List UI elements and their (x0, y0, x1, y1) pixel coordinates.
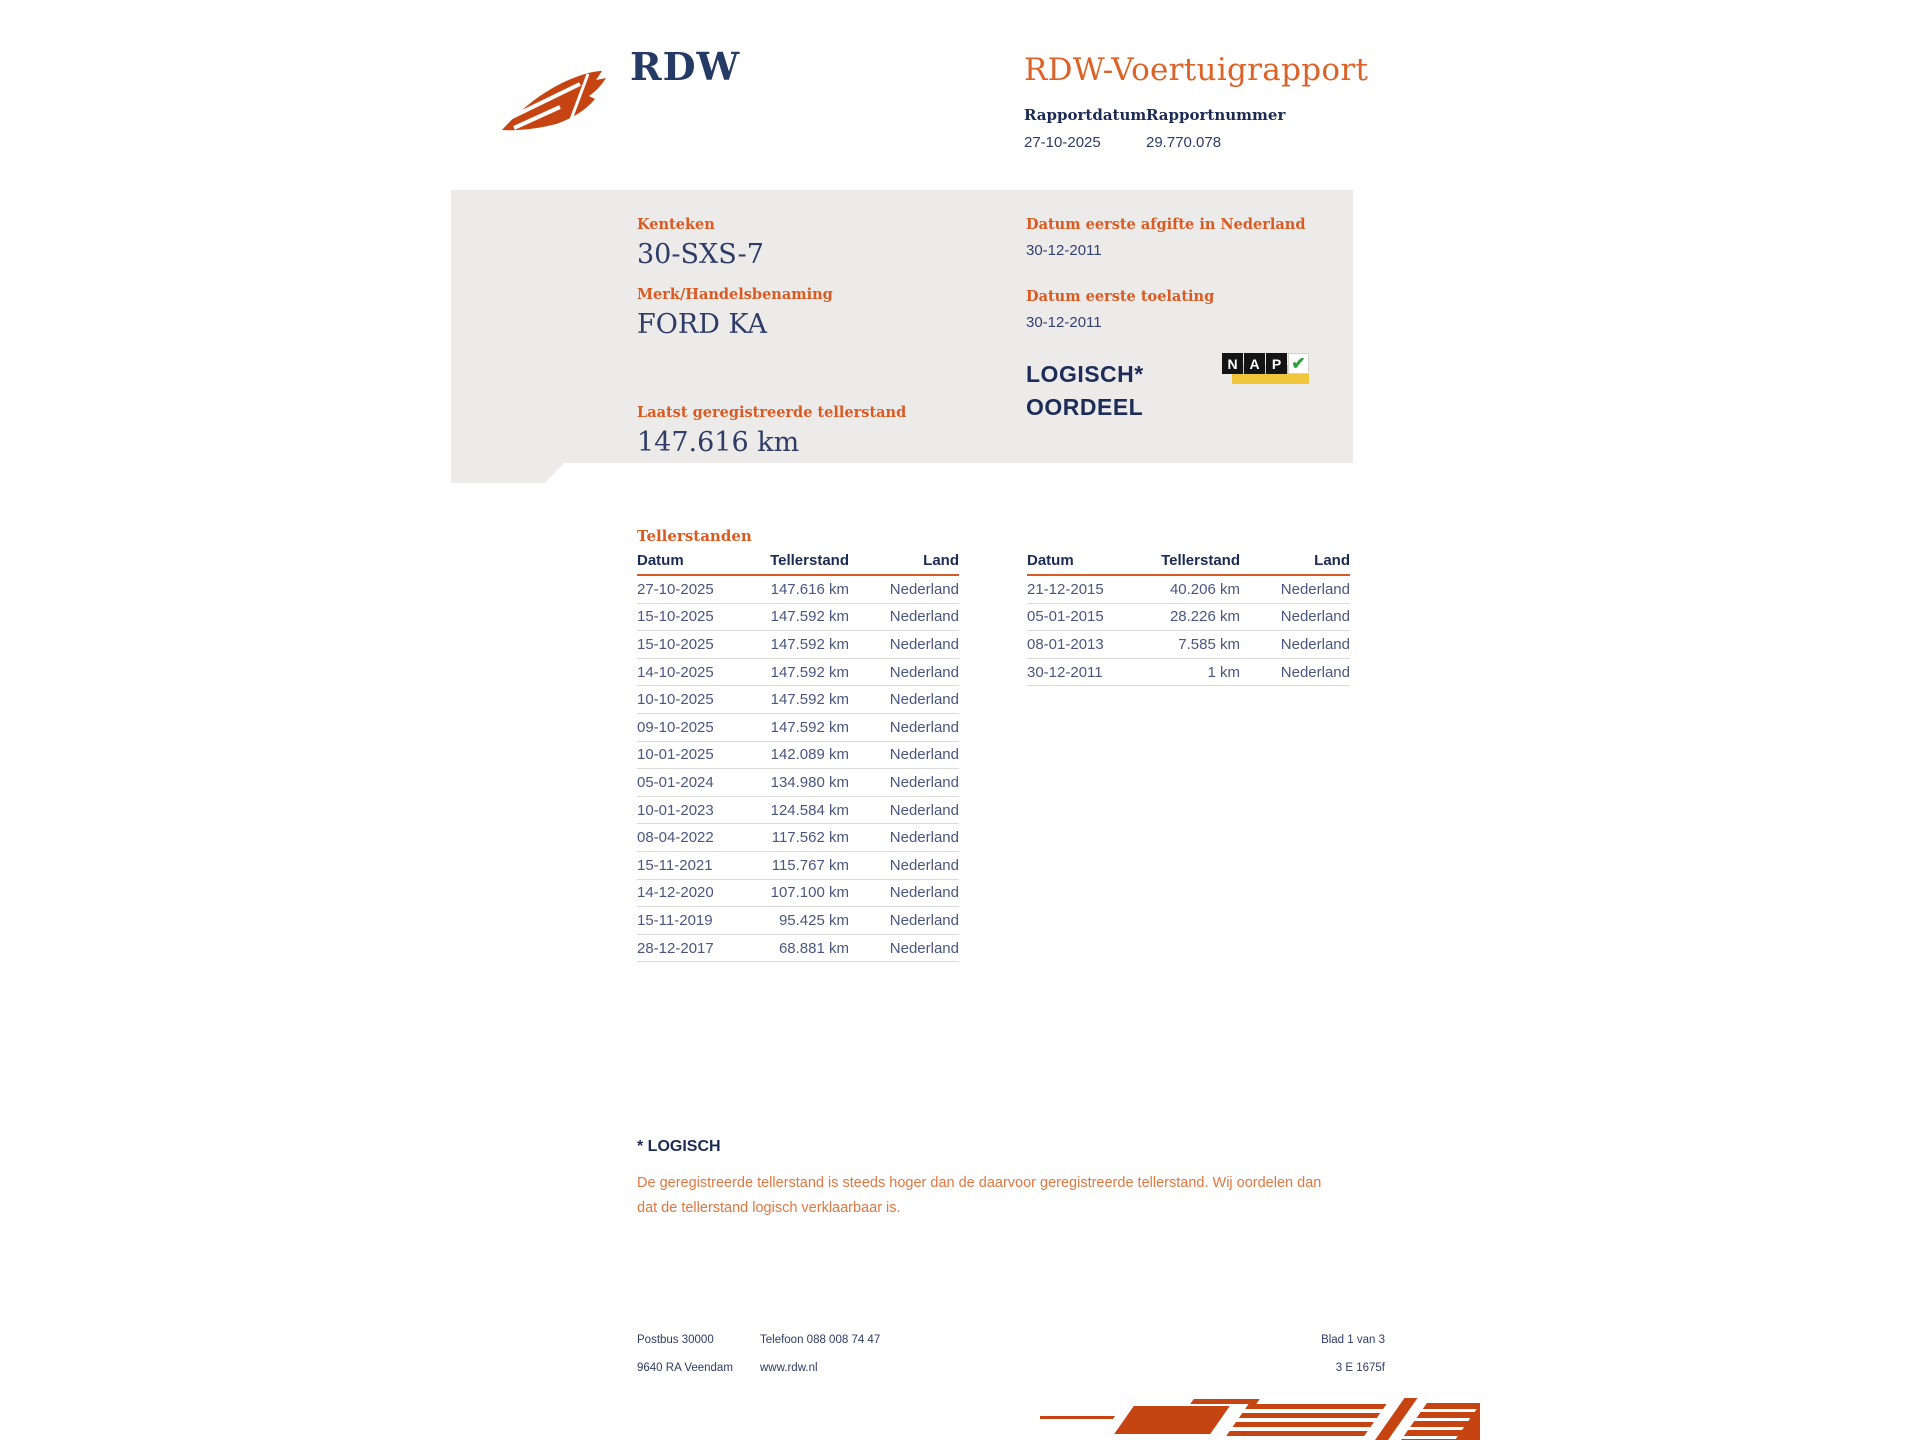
cell-datum: 21-12-2015 (1027, 580, 1104, 598)
logisch-footnote (637, 1138, 1417, 1221)
cell-tellerstand: 40.206 km (1169, 580, 1240, 598)
cell-tellerstand: 147.592 km (770, 718, 849, 736)
cell-tellerstand: 147.592 km (770, 608, 849, 626)
footer-contact (760, 1326, 880, 1382)
cell-land: Nederland (889, 773, 959, 791)
nap-letter-n: N (1222, 353, 1243, 374)
speedmark-stripes-icon (1223, 1404, 1386, 1440)
table-header (1027, 552, 1350, 576)
report-date-field (1024, 106, 1146, 151)
cell-datum: 10-01-2025 (637, 746, 714, 764)
cell-datum: 15-10-2025 (637, 608, 714, 626)
column-header-tellerstand: Tellerstand (1161, 552, 1240, 569)
tellerstanden-table-right (1027, 552, 1350, 686)
cell-land: Nederland (889, 829, 959, 847)
column-header-datum: Datum (637, 552, 684, 569)
eerste-afgifte-field (1026, 216, 1305, 259)
table-row (1027, 631, 1350, 659)
eerste-toelating-value: 30-12-2011 (1026, 314, 1102, 331)
logisch-oordeel-line1: LOGISCH* (1026, 361, 1144, 387)
table-row (1027, 659, 1350, 687)
table-row (637, 935, 959, 963)
rdw-speedmark-graphic (1040, 1398, 1480, 1440)
cell-land: Nederland (889, 663, 959, 681)
cell-land: Nederland (889, 856, 959, 874)
cell-datum: 14-10-2025 (637, 663, 714, 681)
merk-value: FORD KA (637, 309, 768, 340)
cell-land: Nederland (889, 884, 959, 902)
logisch-oordeel-line2: OORDEEL (1026, 394, 1144, 420)
cell-tellerstand: 147.592 km (770, 691, 849, 709)
laatste-tellerstand-field (637, 404, 906, 458)
table-row (637, 659, 959, 687)
report-number-field (1146, 106, 1285, 151)
footer-phone: Telefoon 088 008 74 47 (760, 1334, 881, 1346)
cell-tellerstand: 107.100 km (770, 884, 849, 902)
column-header-land: Land (923, 552, 959, 569)
tellerstanden-heading: Tellerstanden (637, 527, 752, 545)
cell-datum: 15-11-2021 (637, 856, 713, 874)
cell-tellerstand: 117.562 km (771, 829, 849, 847)
cell-tellerstand: 28.226 km (1169, 608, 1240, 626)
footnote-line1: De geregistreerde tellerstand is steeds hoger dan de daarvoor geregistreerde tellerstand. Wij oordelen dan (637, 1175, 1322, 1191)
cell-datum: 15-10-2025 (637, 635, 714, 653)
cell-land: Nederland (889, 608, 959, 626)
cell-tellerstand: 142.089 km (770, 746, 849, 764)
vehicle-summary-panel (451, 190, 1353, 463)
footnote-text (637, 1171, 1417, 1221)
kenteken-field (637, 216, 764, 270)
cell-land: Nederland (1280, 608, 1350, 626)
report-date-value: 27-10-2025 (1024, 134, 1101, 151)
cell-datum: 05-01-2015 (1027, 608, 1104, 626)
cell-land: Nederland (889, 691, 959, 709)
cell-land: Nederland (889, 580, 959, 598)
kenteken-value: 30-SXS-7 (637, 239, 764, 270)
cell-datum: 08-04-2022 (637, 829, 714, 847)
table-row (637, 686, 959, 714)
report-number-label: Rapportnummer (1146, 106, 1286, 124)
table-row (637, 576, 959, 604)
cell-datum: 10-01-2023 (637, 801, 714, 819)
tellerstanden-table-left (637, 552, 959, 962)
nap-letter-p: P (1266, 353, 1287, 374)
table-row (637, 852, 959, 880)
laatste-tellerstand-label: Laatst geregistreerde tellerstand (637, 404, 907, 421)
eerste-toelating-label: Datum eerste toelating (1026, 288, 1215, 305)
footer-page-number: Blad 1 van 3 (1321, 1334, 1385, 1346)
cell-land: Nederland (889, 635, 959, 653)
report-date-label: Rapportdatum (1024, 106, 1147, 124)
cell-tellerstand: 147.592 km (770, 663, 849, 681)
cell-datum: 28-12-2017 (637, 939, 714, 957)
cell-datum: 10-10-2025 (637, 691, 714, 709)
cell-datum: 14-12-2020 (637, 884, 714, 902)
cell-tellerstand: 147.592 km (770, 635, 849, 653)
cell-land: Nederland (1280, 663, 1350, 681)
logisch-oordeel-text (1026, 358, 1144, 424)
cell-tellerstand: 134.980 km (770, 773, 849, 791)
merk-label: Merk/Handelsbenaming (637, 286, 833, 303)
table-row (637, 631, 959, 659)
column-header-tellerstand: Tellerstand (770, 552, 849, 569)
cell-tellerstand: 124.584 km (770, 801, 849, 819)
eerste-afgifte-label: Datum eerste afgifte in Nederland (1026, 216, 1306, 233)
table-row (637, 604, 959, 632)
merk-field (637, 286, 833, 340)
cell-tellerstand: 95.425 km (778, 911, 849, 929)
footer-page-info (1321, 1326, 1385, 1382)
table-row (637, 769, 959, 797)
page-title: RDW-Voertuigrapport (1024, 52, 1369, 88)
table-row (637, 824, 959, 852)
cell-land: Nederland (1280, 635, 1350, 653)
table-header (637, 552, 959, 576)
footnote-line2: dat de tellerstand logisch verklaarbaar is. (637, 1200, 901, 1216)
nap-check-icon: ✔ (1288, 353, 1309, 374)
table-row (1027, 604, 1350, 632)
cell-tellerstand: 1 km (1207, 663, 1240, 681)
cell-tellerstand: 68.881 km (778, 939, 849, 957)
cell-tellerstand: 7.585 km (1178, 635, 1240, 653)
cell-tellerstand: 147.616 km (770, 580, 849, 598)
rdw-logo-text: RDW (630, 44, 741, 89)
table-row (637, 880, 959, 908)
report-meta (1024, 106, 1285, 151)
speedmark-block-icon (1114, 1406, 1230, 1434)
cell-datum: 15-11-2019 (637, 911, 713, 929)
nap-letter-squares (1222, 353, 1309, 374)
cell-land: Nederland (1280, 580, 1350, 598)
eerste-afgifte-value: 30-12-2011 (1026, 242, 1102, 259)
cell-land: Nederland (889, 939, 959, 957)
nap-logo (1222, 353, 1314, 395)
cell-land: Nederland (889, 718, 959, 736)
table-row (637, 907, 959, 935)
footnote-title: * LOGISCH (637, 1138, 721, 1155)
table-row (637, 742, 959, 770)
cell-datum: 09-10-2025 (637, 718, 714, 736)
rdw-logo (500, 44, 740, 139)
cell-land: Nederland (889, 801, 959, 819)
table-row (1027, 576, 1350, 604)
footer-website: www.rdw.nl (760, 1362, 818, 1374)
footer-form-code: 3 E 1675f (1335, 1362, 1385, 1374)
footer-address (637, 1326, 733, 1382)
column-header-datum: Datum (1027, 552, 1074, 569)
footer-postbus: Postbus 30000 (637, 1334, 714, 1346)
cell-land: Nederland (889, 911, 959, 929)
nap-letter-a: A (1244, 353, 1265, 374)
table-row (637, 797, 959, 825)
cell-land: Nederland (889, 746, 959, 764)
cell-datum: 27-10-2025 (637, 580, 714, 598)
footer-city: 9640 RA Veendam (637, 1362, 733, 1374)
rdw-wing-icon (500, 66, 618, 132)
table-row (637, 714, 959, 742)
report-number-value: 29.770.078 (1146, 134, 1222, 151)
cell-datum: 08-01-2013 (1027, 635, 1104, 653)
laatste-tellerstand-value: 147.616 km (637, 427, 800, 458)
column-header-land: Land (1314, 552, 1350, 569)
cell-datum: 30-12-2011 (1027, 663, 1103, 681)
cell-datum: 05-01-2024 (637, 773, 714, 791)
cell-tellerstand: 115.767 km (771, 856, 849, 874)
speedmark-line-icon (1040, 1416, 1115, 1419)
eerste-toelating-field (1026, 288, 1214, 331)
kenteken-label: Kenteken (637, 216, 715, 233)
